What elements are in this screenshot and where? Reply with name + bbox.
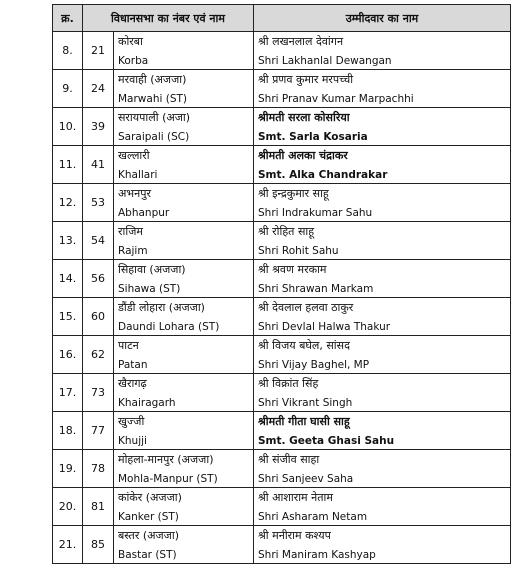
candidate-name-english: Smt. Geeta Ghasi Sahu: [258, 435, 395, 447]
table-row: [53, 298, 511, 336]
candidate-name-hindi: श्री रोहित साहू: [258, 225, 315, 238]
candidate-name-hindi: श्री आशाराम नेताम: [258, 491, 333, 504]
table-row: [53, 70, 511, 108]
constituency-number: 53: [83, 184, 114, 222]
constituency-name-hindi: अभनपुर: [118, 187, 151, 200]
candidate-table: [52, 4, 511, 564]
table-body: [53, 32, 511, 564]
header-constituency: विधानसभा का नंबर एवं नाम: [83, 5, 254, 32]
constituency-number: 81: [83, 488, 114, 526]
constituency-name-hindi: खुज्जी: [118, 415, 145, 428]
constituency-number: 60: [83, 298, 114, 336]
serial-number: 18.: [53, 412, 83, 450]
constituency-name-english: Mohla-Manpur (ST): [118, 473, 218, 485]
table-row: [53, 260, 511, 298]
candidate-name-english: Shri Maniram Kashyap: [258, 549, 376, 561]
constituency-name-english: Khairagarh: [118, 397, 176, 409]
constituency-name-hindi: मोहला-मानपुर (अजजा): [118, 453, 214, 466]
candidate-cell: [254, 146, 511, 184]
constituency-number: 78: [83, 450, 114, 488]
serial-number: 17.: [53, 374, 83, 412]
candidate-cell: [254, 184, 511, 222]
constituency-cell: [114, 146, 254, 184]
candidate-name-english: Shri Devlal Halwa Thakur: [258, 321, 391, 333]
table-row: [53, 412, 511, 450]
candidate-cell: [254, 70, 511, 108]
table-row: [53, 488, 511, 526]
candidate-name-hindi: श्री मनीराम कश्यप: [258, 529, 331, 542]
constituency-number: 54: [83, 222, 114, 260]
table-row: [53, 108, 511, 146]
constituency-name-english: Rajim: [118, 245, 148, 257]
candidate-name-english: Shri Lakhanlal Dewangan: [258, 55, 392, 67]
constituency-name-hindi: खल्लारी: [118, 149, 150, 162]
constituency-name-hindi: खैरागढ़: [118, 377, 147, 390]
candidate-name-english: Shri Sanjeev Saha: [258, 473, 354, 485]
candidate-name-hindi: श्री श्रवण मरकाम: [258, 263, 327, 276]
serial-number: 14.: [53, 260, 83, 298]
candidate-name-english: Shri Indrakumar Sahu: [258, 207, 373, 219]
constituency-name-hindi: कांकेर (अजजा): [118, 491, 182, 504]
constituency-cell: [114, 32, 254, 70]
serial-number: 11.: [53, 146, 83, 184]
candidate-name-hindi: श्री संजीव साहा: [258, 453, 320, 466]
candidate-cell: [254, 374, 511, 412]
constituency-name-english: Sihawa (ST): [118, 283, 181, 295]
table-row: [53, 32, 511, 70]
candidate-cell: [254, 450, 511, 488]
constituency-name-english: Patan: [118, 359, 148, 371]
constituency-number: 85: [83, 526, 114, 564]
table-row: [53, 146, 511, 184]
serial-number: 21.: [53, 526, 83, 564]
constituency-name-english: Daundi Lohara (ST): [118, 321, 220, 333]
constituency-name-hindi: कोरबा: [118, 35, 143, 48]
constituency-cell: [114, 260, 254, 298]
candidate-name-hindi: श्री प्रणव कुमार मरपच्ची: [258, 73, 354, 86]
candidate-cell: [254, 298, 511, 336]
serial-number: 16.: [53, 336, 83, 374]
constituency-number: 41: [83, 146, 114, 184]
candidate-name-english: Shri Pranav Kumar Marpachhi: [258, 93, 414, 105]
constituency-name-hindi: पाटन: [118, 339, 139, 352]
constituency-cell: [114, 184, 254, 222]
table-header: [53, 5, 511, 32]
constituency-number: 56: [83, 260, 114, 298]
table-row: [53, 184, 511, 222]
serial-number: 10.: [53, 108, 83, 146]
candidate-name-hindi: श्री इन्द्रकुमार साहू: [258, 187, 329, 200]
table-row: [53, 336, 511, 374]
candidate-name-english: Smt. Alka Chandrakar: [258, 169, 388, 181]
constituency-cell: [114, 222, 254, 260]
candidate-cell: [254, 488, 511, 526]
header-row: [53, 5, 511, 32]
candidate-name-english: Shri Shrawan Markam: [258, 283, 374, 295]
constituency-name-english: Korba: [118, 55, 149, 67]
candidate-list: [52, 4, 510, 561]
table-row: [53, 222, 511, 260]
candidate-name-hindi: श्रीमती गीता घासी साहू: [258, 415, 350, 428]
candidate-cell: [254, 222, 511, 260]
constituency-name-english: Saraipali (SC): [118, 131, 190, 143]
constituency-name-english: Abhanpur: [118, 207, 170, 219]
candidate-name-hindi: श्री विक्रांत सिंह: [258, 377, 319, 390]
constituency-number: 39: [83, 108, 114, 146]
constituency-name-hindi: मरवाही (अजजा): [118, 73, 187, 86]
constituency-name-hindi: सरायपाली (अजा): [118, 111, 191, 124]
constituency-cell: [114, 298, 254, 336]
candidate-name-hindi: श्री देवलाल हलवा ठाकुर: [258, 301, 354, 314]
header-serial-number: क्र.: [53, 5, 83, 32]
header-candidate: उम्मीदवार का नाम: [254, 5, 511, 32]
table-row: [53, 374, 511, 412]
constituency-name-english: Marwahi (ST): [118, 93, 188, 105]
constituency-name-english: Khallari: [118, 169, 158, 181]
candidate-cell: [254, 336, 511, 374]
serial-number: 12.: [53, 184, 83, 222]
serial-number: 19.: [53, 450, 83, 488]
constituency-cell: [114, 412, 254, 450]
candidate-cell: [254, 32, 511, 70]
candidate-name-hindi: श्रीमती अलका चंद्राकर: [258, 149, 348, 162]
candidate-cell: [254, 260, 511, 298]
candidate-cell: [254, 412, 511, 450]
constituency-name-english: Bastar (ST): [118, 549, 177, 561]
constituency-name-hindi: राजिम: [118, 225, 143, 238]
candidate-name-english: Shri Vijay Baghel, MP: [258, 359, 370, 371]
constituency-number: 73: [83, 374, 114, 412]
serial-number: 15.: [53, 298, 83, 336]
constituency-name-hindi: बस्तर (अजजा): [118, 529, 179, 542]
constituency-cell: [114, 450, 254, 488]
constituency-cell: [114, 526, 254, 564]
candidate-name-english: Shri Rohit Sahu: [258, 245, 339, 257]
constituency-number: 24: [83, 70, 114, 108]
constituency-cell: [114, 488, 254, 526]
constituency-name-hindi: सिहावा (अजजा): [118, 263, 186, 276]
candidate-name-hindi: श्रीमती सरला कोसरिया: [258, 111, 350, 124]
candidate-cell: [254, 108, 511, 146]
constituency-name-english: Kanker (ST): [118, 511, 179, 523]
serial-number: 20.: [53, 488, 83, 526]
candidate-name-english: Shri Vikrant Singh: [258, 397, 353, 409]
serial-number: 8.: [53, 32, 83, 70]
candidate-name-hindi: श्री विजय बघेल, सांसद: [258, 339, 350, 352]
constituency-cell: [114, 374, 254, 412]
candidate-name-hindi: श्री लखनलाल देवांगन: [258, 35, 344, 48]
constituency-number: 77: [83, 412, 114, 450]
constituency-name-english: Khujji: [118, 435, 147, 447]
constituency-number: 21: [83, 32, 114, 70]
constituency-cell: [114, 70, 254, 108]
candidate-name-english: Shri Asharam Netam: [258, 511, 368, 523]
constituency-number: 62: [83, 336, 114, 374]
constituency-cell: [114, 336, 254, 374]
constituency-name-hindi: डौंडी लोहारा (अजजा): [118, 301, 205, 314]
table-row: [53, 526, 511, 564]
serial-number: 9.: [53, 70, 83, 108]
candidate-cell: [254, 526, 511, 564]
table-row: [53, 450, 511, 488]
candidate-name-english: Smt. Sarla Kosaria: [258, 131, 368, 143]
serial-number: 13.: [53, 222, 83, 260]
constituency-cell: [114, 108, 254, 146]
